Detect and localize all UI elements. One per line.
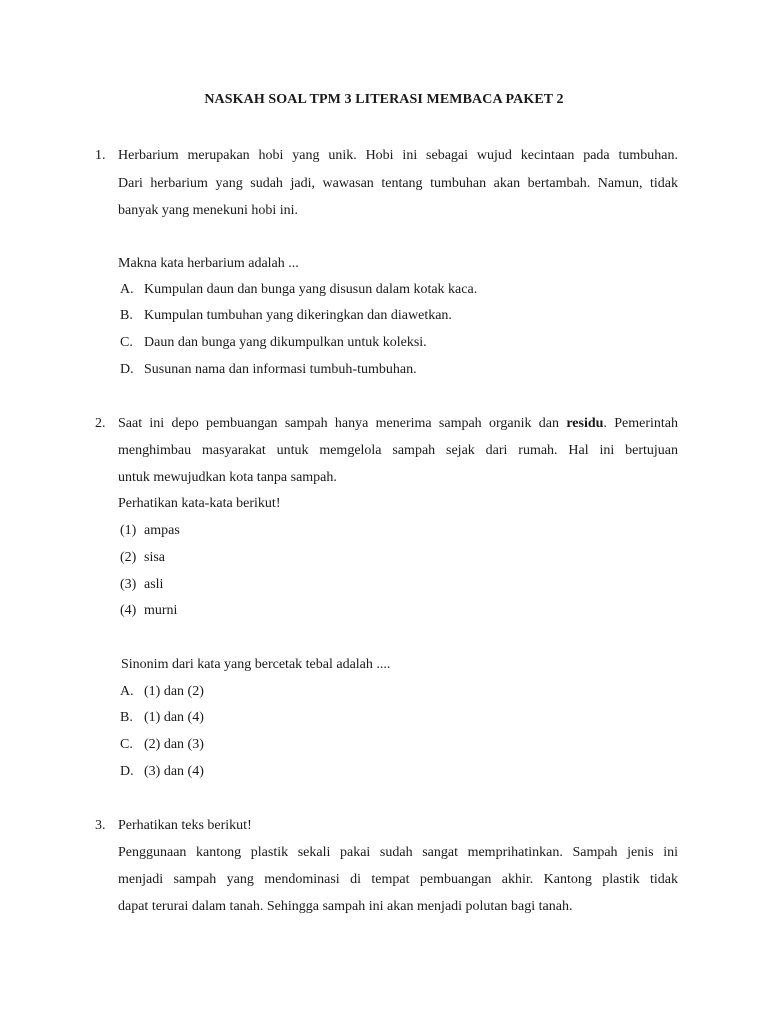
option-letter: B. <box>120 710 133 725</box>
option-letter: A. <box>120 684 134 699</box>
answer-option-a[interactable] <box>120 282 477 298</box>
option-text: Daun dan bunga yang dikumpulkan untuk koleksi. <box>144 335 427 350</box>
option-text: (2) dan (3) <box>144 737 204 752</box>
option-text: Kumpulan tumbuhan yang dikeringkan dan diawetkan. <box>144 308 452 323</box>
answer-option-c[interactable] <box>120 335 427 351</box>
question-prompt: Sinonim dari kata yang bercetak tebal adalah .... <box>121 657 391 672</box>
word-item <box>120 550 165 566</box>
passage-line: menghimbau masyarakat untuk memgelola sampah sejak dari rumah. Hal ini bertujuan <box>118 443 678 458</box>
option-letter: D. <box>120 764 134 779</box>
option-text: Kumpulan daun dan bunga yang disusun dalam kotak kaca. <box>144 282 478 297</box>
passage-line: menjadi sampah yang mendominasi di tempat pembuangan akhir. Kantong plastik tidak <box>118 872 678 887</box>
passage-line: untuk mewujudkan kota tanpa sampah. <box>118 470 337 485</box>
word-text: asli <box>144 577 164 592</box>
passage-line: Penggunaan kantong plastik sekali pakai sudah sangat memprihatinkan. Sampah jenis ini <box>118 845 678 860</box>
word-text: murni <box>144 603 178 618</box>
passage-text: . Pemerintah <box>603 416 678 431</box>
option-text: Susunan nama dan informasi tumbuh-tumbuhan. <box>144 362 417 377</box>
option-text: (1) dan (4) <box>144 710 204 725</box>
option-letter: C. <box>120 335 133 350</box>
word-text: ampas <box>144 523 180 538</box>
answer-option-b[interactable] <box>120 308 452 324</box>
question-number: 3. <box>95 818 106 833</box>
question-number: 1. <box>95 148 106 163</box>
word-item <box>120 577 163 593</box>
passage-text: Saat ini depo pembuangan sampah hanya menerima sampah organik dan <box>118 416 567 431</box>
question-prompt: Makna kata herbarium adalah ... <box>118 256 299 271</box>
word-text: sisa <box>144 550 165 565</box>
answer-option-d[interactable] <box>120 764 204 780</box>
word-number: (1) <box>120 523 137 538</box>
word-item <box>120 603 177 619</box>
passage-line: Herbarium merupakan hobi yang unik. Hobi ini sebagai wujud kecintaan pada tumbuhan. <box>118 148 678 163</box>
word-number: (2) <box>120 550 137 565</box>
answer-option-d[interactable] <box>120 362 417 378</box>
word-item <box>120 523 180 539</box>
instruction-text: Perhatikan teks berikut! <box>118 818 252 833</box>
answer-option-b[interactable] <box>120 710 204 726</box>
answer-option-c[interactable] <box>120 737 204 753</box>
option-letter: A. <box>120 282 134 297</box>
passage-line: dapat terurai dalam tanah. Sehingga sampah ini akan menjadi polutan bagi tanah. <box>118 899 573 914</box>
answer-option-a[interactable] <box>120 684 204 700</box>
option-letter: D. <box>120 362 134 377</box>
passage-line: banyak yang menekuni hobi ini. <box>118 203 299 218</box>
question-number: 2. <box>95 416 106 431</box>
page-title: NASKAH SOAL TPM 3 LITERASI MEMBACA PAKET 2 <box>204 92 564 107</box>
option-text: (3) dan (4) <box>144 764 204 779</box>
option-letter: C. <box>120 737 133 752</box>
passage-line <box>118 416 678 432</box>
bold-word: residu <box>566 416 604 431</box>
word-number: (4) <box>120 603 137 618</box>
option-text: (1) dan (2) <box>144 684 204 699</box>
instruction-text: Perhatikan kata-kata berikut! <box>118 496 281 511</box>
passage-line: Dari herbarium yang sudah jadi, wawasan tentang tumbuhan akan bertambah. Namun, tidak <box>118 176 678 191</box>
option-letter: B. <box>120 308 133 323</box>
word-number: (3) <box>120 577 137 592</box>
